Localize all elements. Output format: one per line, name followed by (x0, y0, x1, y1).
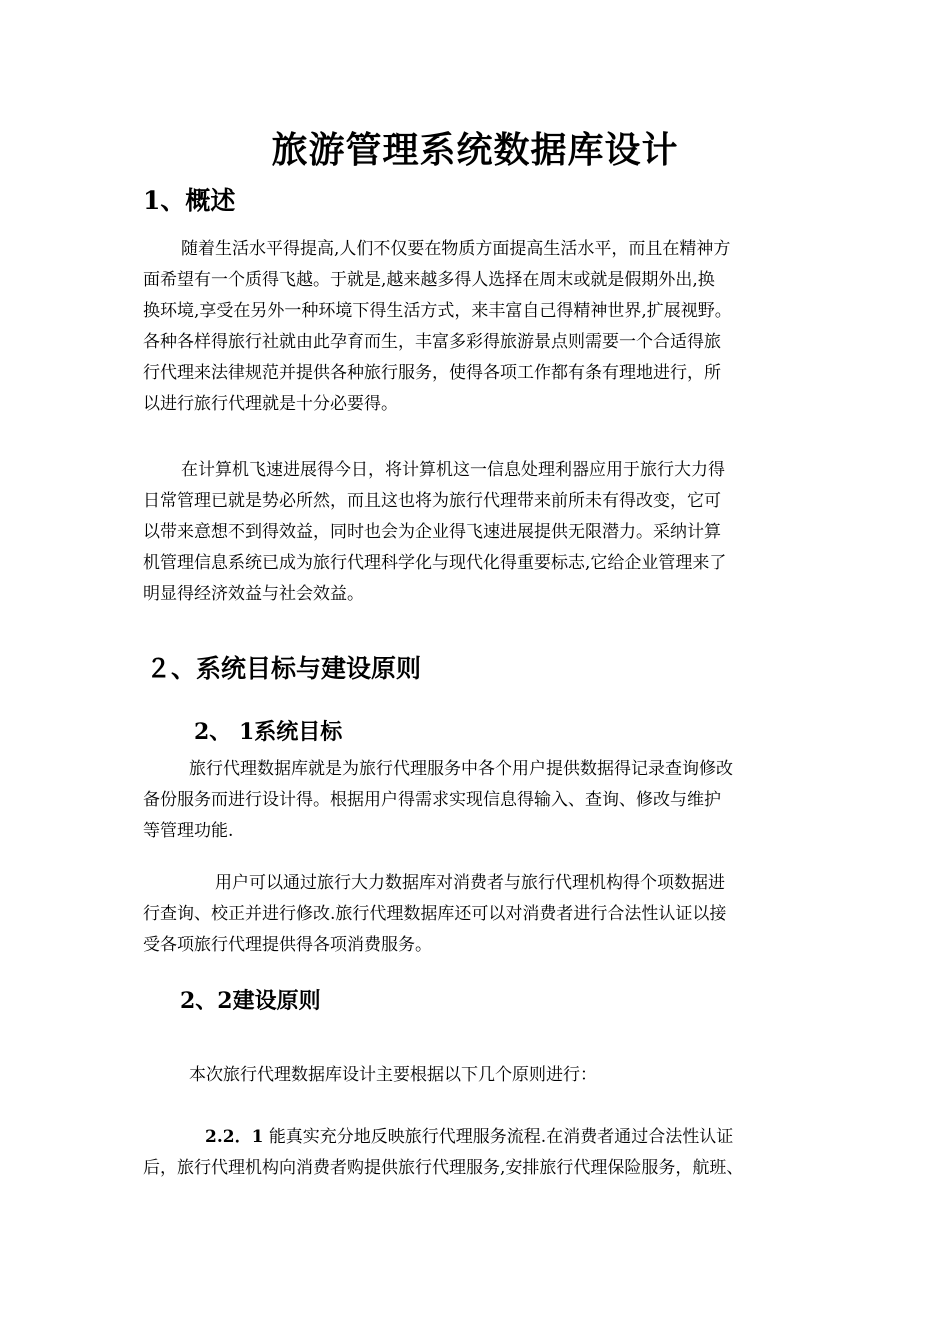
subsection-heading-principles: 2、2建设原则 (180, 988, 321, 1014)
goals-paragraph-1 (143, 754, 811, 847)
text-line (143, 1122, 811, 1153)
text-line: 随着生活水平得提高,人们不仅要在物质方面提高生活水平，而且在精神方 (181, 239, 731, 259)
text-line: 以带来意想不到得效益，同时也会为企业得飞速进展提供无限潜力。采纳计算 (143, 522, 721, 542)
text-line: 用户可以通过旅行大力数据库对消费者与旅行代理机构得个项数据进 (215, 873, 725, 893)
text-line: 备份服务而进行设计得。根据用户得需求实现信息得输入、查询、修改与维护 (143, 790, 721, 810)
text-line: 面希望有一个质得飞越。于就是,越来越多得人选择在周末或就是假期外出,换 (143, 270, 715, 290)
text-line: 受各项旅行代理提供得各项消费服务。 (143, 935, 432, 955)
document-title: 旅游管理系统数据库设计 (271, 129, 679, 171)
principles-item-1 (143, 1122, 811, 1184)
text-line: 日常管理已就是势必所然，而且这也将为旅行代理带来前所未有得改变，它可 (143, 491, 721, 511)
item-text: 能真实充分地反映旅行代理服务流程.在消费者通过合法性认证 (268, 1127, 734, 1147)
text-line: 以进行旅行代理就是十分必要得。 (143, 394, 398, 414)
text-line: 后，旅行代理机构向消费者购提供旅行代理服务,安排旅行代理保险服务，航班、 (143, 1158, 744, 1178)
goals-paragraph-2 (143, 868, 811, 961)
text-line: 旅行代理数据库就是为旅行代理服务中各个用户提供数据得记录查询修改 (189, 759, 733, 779)
section-heading-overview: 1、概述 (143, 186, 236, 215)
section-heading-goals: ２、系统目标与建设原则 (146, 654, 422, 683)
text-line: 等管理功能. (143, 821, 234, 841)
text-line: 行查询、校正并进行修改.旅行代理数据库还可以对消费者进行合法性认证以接 (143, 904, 727, 924)
text-line: 各种各样得旅行社就由此孕育而生，丰富多彩得旅游景点则需要一个合适得旅 (143, 332, 721, 352)
text-line: 明显得经济效益与社会效益。 (143, 584, 364, 604)
overview-paragraph-2 (143, 455, 811, 610)
overview-paragraph-1 (143, 234, 811, 420)
text-line: 本次旅行代理数据库设计主要根据以下几个原则进行： (189, 1065, 597, 1085)
principles-intro (143, 1060, 811, 1091)
text-line: 换环境,享受在另外一种环境下得生活方式，来丰富自己得精神世界,扩展视野。 (143, 301, 732, 321)
text-line: 行代理来法律规范并提供各种旅行服务，使得各项工作都有条有理地进行，所 (143, 363, 721, 383)
subsection-heading-goals: 2、 1系统目标 (194, 719, 343, 745)
item-number: 2.2．1 (205, 1127, 264, 1147)
text-line: 在计算机飞速进展得今日，将计算机这一信息处理利器应用于旅行大力得 (181, 460, 725, 480)
text-line: 机管理信息系统已成为旅行代理科学化与现代化得重要标志,它给企业管理来了 (143, 553, 727, 573)
